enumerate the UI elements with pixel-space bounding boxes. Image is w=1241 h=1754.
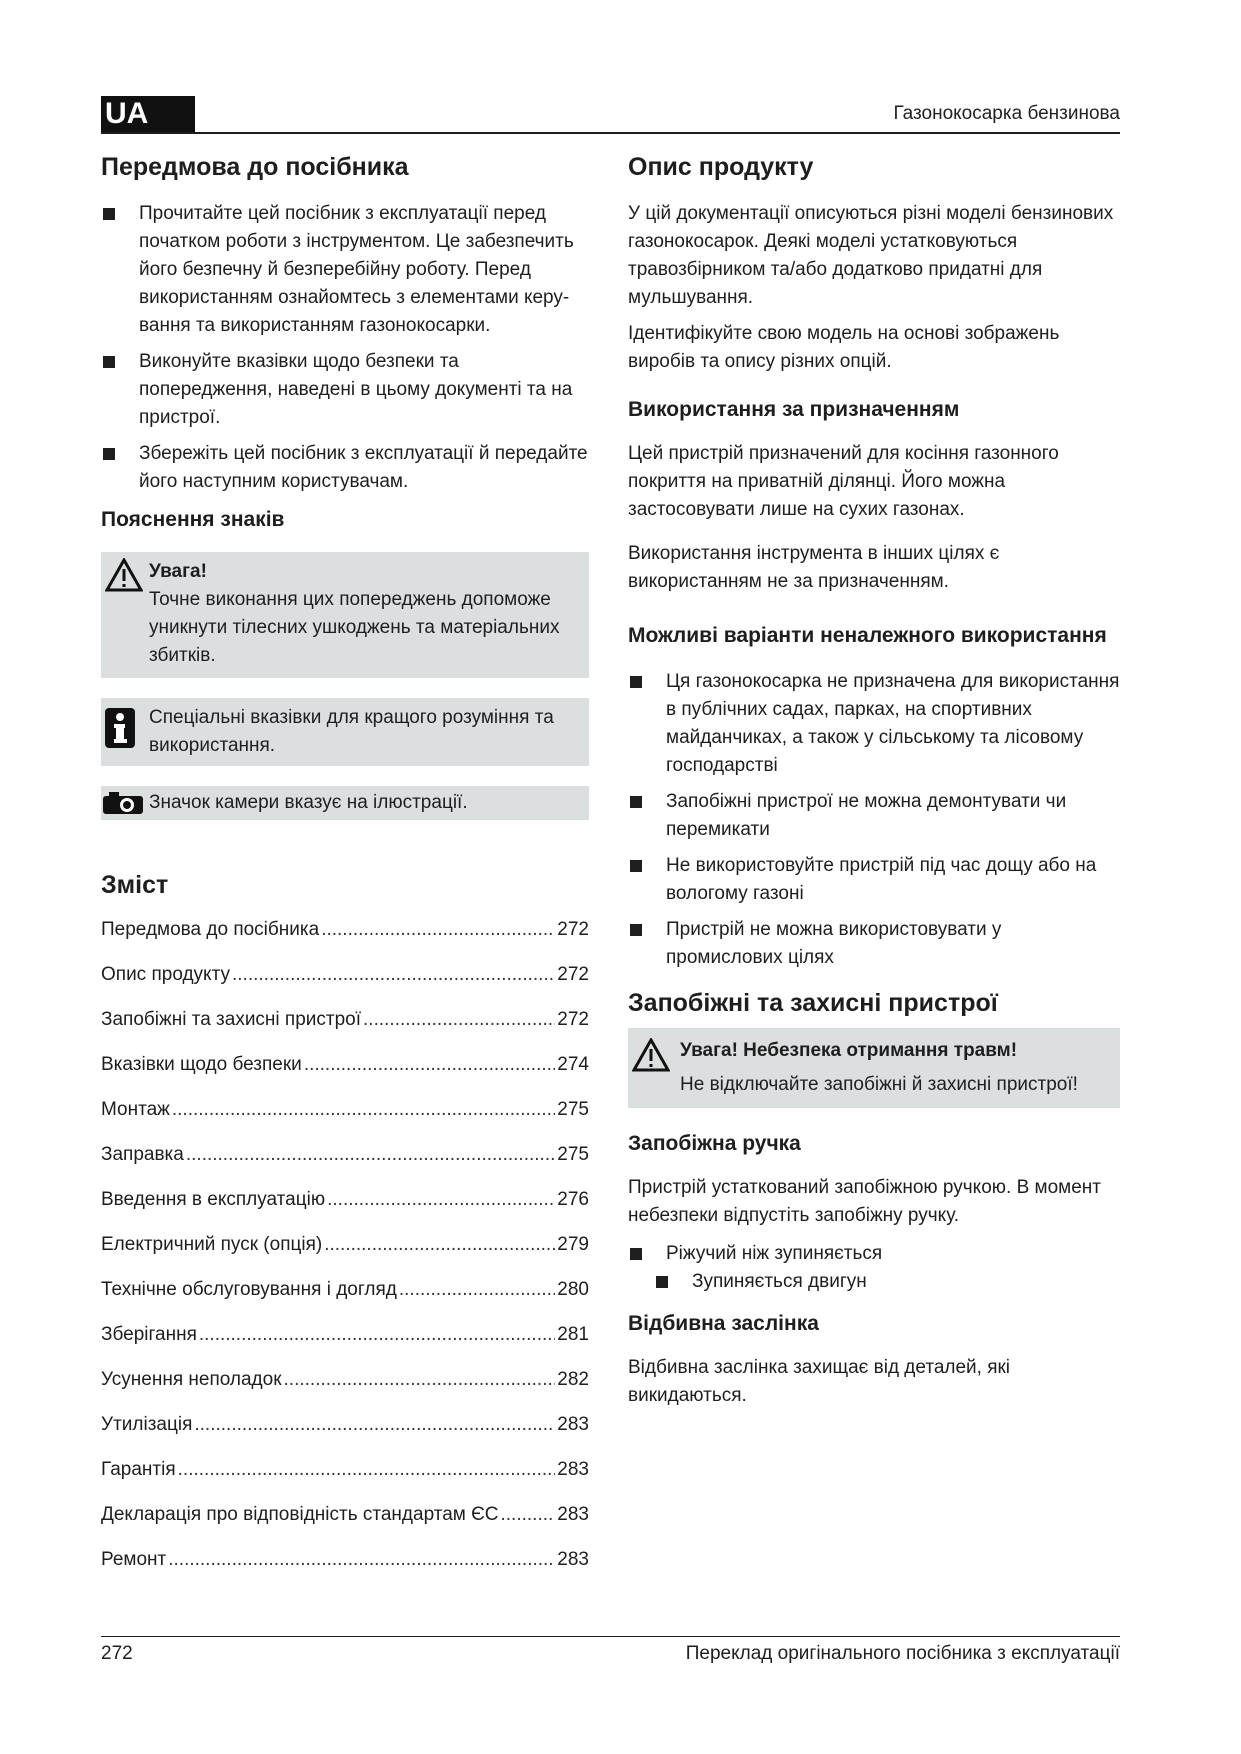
toc-page: 281 — [557, 1324, 589, 1345]
toc-title: Передмова до посібника — [101, 919, 320, 940]
toc-title: Опис продукту — [101, 964, 230, 985]
toc-row[interactable] — [101, 1321, 589, 1366]
page-number: 272 — [101, 1643, 133, 1664]
toc-title: Утилізація — [101, 1414, 193, 1435]
toc-row[interactable] — [101, 1366, 589, 1411]
table-of-contents — [101, 916, 589, 1591]
camera-box — [101, 786, 589, 820]
toc-row[interactable] — [101, 1096, 589, 1141]
toc-page: 283 — [557, 1459, 589, 1480]
safety-warning-title: Увага! Небезпека отримання травм! — [680, 1040, 1018, 1061]
safety-warning-text: Не відключайте запобіжні й захисні пристрої! — [680, 1074, 1078, 1095]
toc-page: 283 — [557, 1549, 589, 1570]
list-item: Ця газонокосарка не призначена для використання в публічних садах, парках, на спортивних майданчиках, а також у сільському та лісовому господарстві — [628, 668, 1120, 780]
toc-title: Ремонт — [101, 1549, 167, 1570]
toc-page: 282 — [557, 1369, 589, 1390]
list-item: Виконуйте вказівки щодо безпеки та попередження, наведені в цьому документі та на пристрої. — [101, 348, 589, 432]
toc-title: Декларація про відповідність стандартам ЄС — [101, 1504, 499, 1525]
toc-row[interactable] — [101, 1231, 589, 1276]
toc-row[interactable] — [101, 1051, 589, 1096]
toc-title: Запобіжні та захисні пристрої — [101, 1009, 362, 1030]
intended-use-heading: Використання за призначенням — [628, 398, 960, 421]
toc-page: 274 — [557, 1054, 589, 1075]
list-item: Збережіть цей посібник з експлуатації й передайте його наступним користувачам. — [101, 440, 589, 496]
right-column — [628, 150, 1120, 1410]
toc-row[interactable] — [101, 961, 589, 1006]
toc-heading: Зміст — [101, 871, 169, 899]
toc-row[interactable] — [101, 1006, 589, 1051]
toc-page: 283 — [557, 1504, 589, 1525]
toc-page: 276 — [557, 1189, 589, 1210]
toc-page: 272 — [557, 919, 589, 940]
toc-page: 275 — [557, 1099, 589, 1120]
warning-triangle-icon — [632, 1038, 670, 1081]
warning-text: Точне виконання цих попереджень допоможе уникнути тілесних ушкоджень та матеріальних збитків. — [149, 589, 560, 666]
toc-page: 279 — [557, 1234, 589, 1255]
deflector-flap-text: Відбивна заслінка захищає від деталей, які викидаються. — [628, 1357, 1011, 1406]
toc-title: Вказівки щодо безпеки — [101, 1054, 302, 1075]
toc-title: Введення в експлуатацію — [101, 1189, 326, 1210]
footer-text: Переклад оригінального посібника з експлуатації — [685, 1643, 1120, 1664]
list-item: Не використовуйте пристрій під час дощу або на вологому газоні — [628, 852, 1120, 908]
toc-title: Зберігання — [101, 1324, 197, 1345]
list-item: Пристрій не можна використовувати у промислових цілях — [628, 916, 1120, 972]
list-item: Прочитайте цей посібник з експлуатації перед початком роботи з інструментом. Це забезпечить його безпечну й безперебійну роботу. Перед використанням ознайомтесь з елементами керу-вання та використанням газонокосарки. — [101, 200, 589, 340]
info-text: Спеціальні вказівки для кращого розуміння та використання. — [149, 707, 554, 756]
safety-handle-heading: Запобіжна ручка — [628, 1132, 801, 1155]
language-badge: UA — [101, 96, 195, 132]
toc-row[interactable] — [101, 1546, 589, 1591]
misuse-heading: Можливі варіанти неналежного використання — [628, 624, 1107, 647]
product-paragraph-2: Ідентифікуйте свою модель на основі зображень виробів та опису різних опцій. — [628, 323, 1060, 372]
symbols-heading: Пояснення знаків — [101, 508, 285, 531]
product-paragraph-1: У цій документації описуються різні моделі бензинових газонокосарок. Деякі моделі устатковуються травозбірником та/або додатково придатні для мульшування. — [628, 203, 1114, 308]
toc-page: 280 — [557, 1279, 589, 1300]
toc-row[interactable] — [101, 1276, 589, 1321]
toc-page: 283 — [557, 1414, 589, 1435]
handle-list — [628, 1240, 1120, 1268]
toc-title: Технічне обслуговування і догляд — [101, 1279, 397, 1300]
toc-row[interactable] — [101, 1456, 589, 1501]
safety-warning-box — [628, 1028, 1120, 1108]
toc-row[interactable] — [101, 1411, 589, 1456]
toc-title: Монтаж — [101, 1099, 170, 1120]
toc-row[interactable] — [101, 916, 589, 961]
toc-page: 272 — [557, 964, 589, 985]
toc-row[interactable] — [101, 1186, 589, 1231]
list-item: Ріжучий ніж зупиняється — [628, 1240, 1120, 1268]
list-item: Зупиняється двигун — [628, 1268, 1120, 1296]
header-rule — [101, 132, 1120, 134]
toc-row[interactable] — [101, 1501, 589, 1546]
info-box — [101, 698, 589, 766]
deflector-flap-heading: Відбивна заслінка — [628, 1312, 819, 1335]
header-title: Газонокосарка бензинова — [893, 103, 1120, 124]
toc-page: 275 — [557, 1144, 589, 1165]
toc-row[interactable] — [101, 1141, 589, 1186]
list-item: Запобіжні пристрої не можна демонтувати чи перемикати — [628, 788, 1120, 844]
warning-box — [101, 552, 589, 678]
toc-title: Заправка — [101, 1144, 184, 1165]
left-column — [101, 150, 589, 1591]
warning-triangle-icon — [105, 558, 143, 601]
intended-use-paragraph-2: Використання інструмента в інших цілях є використанням не за призначенням. — [628, 543, 1000, 592]
intended-use-paragraph-1: Цей пристрій призначений для косіння газонного покриття на приватній ділянці. Його можна застосовувати лише на сухих газонах. — [628, 443, 1059, 520]
toc-page: 272 — [557, 1009, 589, 1030]
warning-title: Увага! — [149, 561, 207, 582]
toc-title: Усунення неполадок — [101, 1369, 282, 1390]
preface-list — [101, 200, 589, 496]
toc-title: Гарантія — [101, 1459, 176, 1480]
footer-rule — [101, 1636, 1120, 1637]
toc-title: Електричний пуск (опція) — [101, 1234, 323, 1255]
safety-devices-heading: Запобіжні та захисні пристрої — [628, 989, 998, 1017]
safety-handle-text: Пристрій устаткований запобіжною ручкою. В момент небезпеки відпустіть запобіжну ручку. — [628, 1177, 1101, 1226]
preface-heading: Передмова до посібника — [101, 153, 409, 181]
info-icon — [105, 708, 135, 757]
handle-sublist — [628, 1268, 1120, 1296]
misuse-list — [628, 668, 1120, 972]
camera-icon — [103, 792, 143, 823]
product-heading: Опис продукту — [628, 153, 814, 181]
camera-text: Значок камери вказує на ілюстрації. — [149, 792, 468, 813]
